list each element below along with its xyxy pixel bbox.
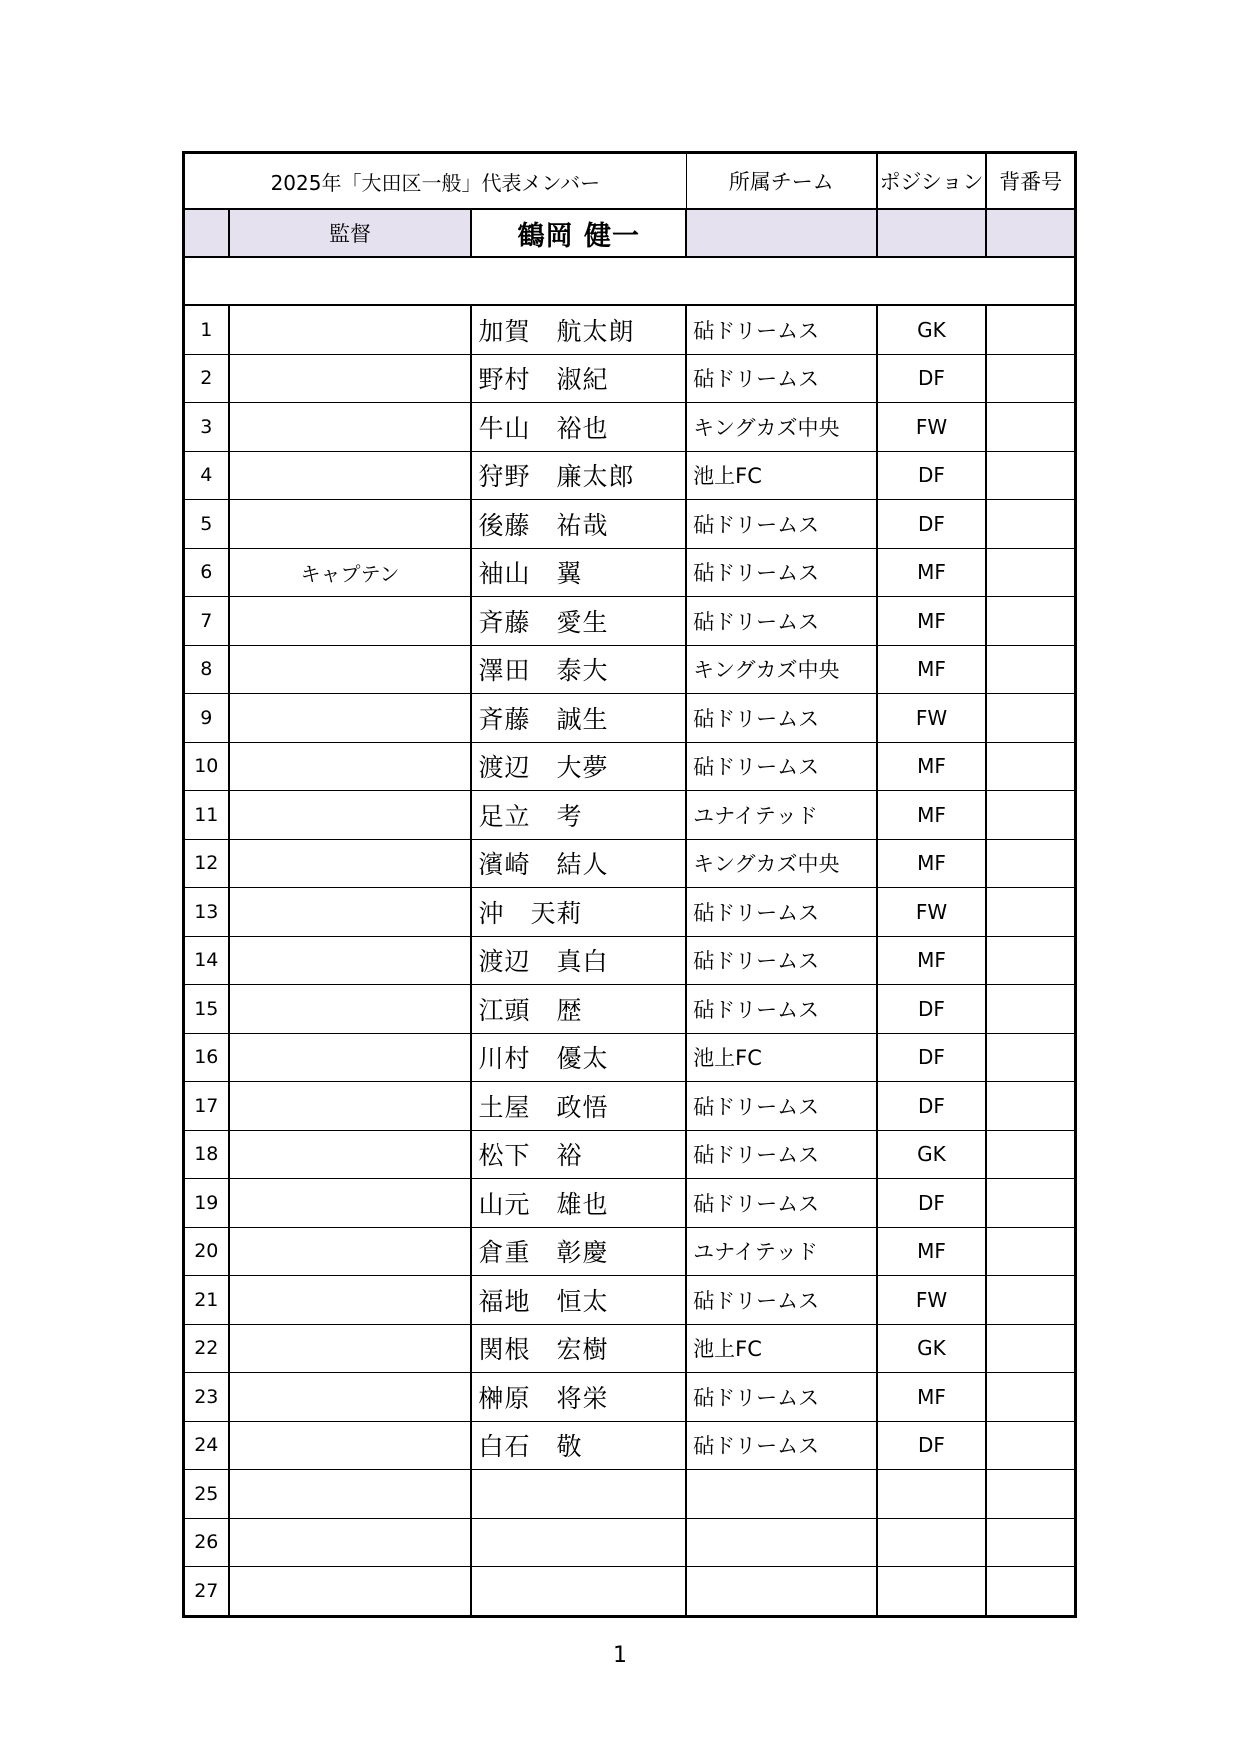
position: MF bbox=[877, 548, 986, 597]
page-number: 1 bbox=[613, 1643, 627, 1668]
coach-label: 監督 bbox=[229, 209, 472, 257]
table-row bbox=[184, 451, 1076, 500]
role-cell bbox=[229, 597, 472, 646]
jersey-number bbox=[986, 1421, 1075, 1470]
jersey-number bbox=[986, 1082, 1075, 1131]
table-row bbox=[184, 888, 1076, 937]
table-row bbox=[184, 1567, 1076, 1617]
jersey-number bbox=[986, 1227, 1075, 1276]
player-name: 関根 宏樹 bbox=[471, 1324, 686, 1373]
player-name: 袖山 翼 bbox=[471, 548, 686, 597]
role-cell bbox=[229, 354, 472, 403]
jersey-number bbox=[986, 985, 1075, 1034]
row-number: 20 bbox=[184, 1227, 229, 1276]
team-name: 砧ドリームス bbox=[686, 1421, 877, 1470]
player-name: 加賀 航太朗 bbox=[471, 305, 686, 354]
position: FW bbox=[877, 694, 986, 743]
coach-jersey-cell bbox=[986, 209, 1075, 257]
player-name bbox=[471, 1567, 686, 1617]
position-column-header: ポジション bbox=[877, 153, 986, 210]
position bbox=[877, 1470, 986, 1519]
role-cell bbox=[229, 403, 472, 452]
table-row bbox=[184, 403, 1076, 452]
team-name: キングカズ中央 bbox=[686, 839, 877, 888]
position: MF bbox=[877, 645, 986, 694]
table-row bbox=[184, 1033, 1076, 1082]
position: DF bbox=[877, 354, 986, 403]
jersey-number bbox=[986, 451, 1075, 500]
position: DF bbox=[877, 1082, 986, 1131]
table-row bbox=[184, 1421, 1076, 1470]
team-name: 池上FC bbox=[686, 1033, 877, 1082]
row-number: 8 bbox=[184, 645, 229, 694]
row-number: 24 bbox=[184, 1421, 229, 1470]
role-cell bbox=[229, 1179, 472, 1228]
table-row bbox=[184, 1130, 1076, 1179]
player-name: 榊原 将栄 bbox=[471, 1373, 686, 1422]
position: DF bbox=[877, 985, 986, 1034]
team-name: ユナイテッド bbox=[686, 1227, 877, 1276]
role-cell bbox=[229, 791, 472, 840]
row-number: 14 bbox=[184, 936, 229, 985]
position: MF bbox=[877, 1373, 986, 1422]
jersey-number bbox=[986, 645, 1075, 694]
table-row bbox=[184, 1324, 1076, 1373]
jersey-column-header: 背番号 bbox=[986, 153, 1075, 210]
position: GK bbox=[877, 305, 986, 354]
team-name: 砧ドリームス bbox=[686, 1373, 877, 1422]
jersey-number bbox=[986, 936, 1075, 985]
row-number: 22 bbox=[184, 1324, 229, 1373]
role-cell bbox=[229, 1470, 472, 1519]
player-name: 福地 恒太 bbox=[471, 1276, 686, 1325]
team-name: ユナイテッド bbox=[686, 791, 877, 840]
table-row bbox=[184, 936, 1076, 985]
position: DF bbox=[877, 500, 986, 549]
table-row bbox=[184, 839, 1076, 888]
player-name: 土屋 政悟 bbox=[471, 1082, 686, 1131]
team-name: 砧ドリームス bbox=[686, 1179, 877, 1228]
table-row bbox=[184, 1518, 1076, 1567]
position: MF bbox=[877, 1227, 986, 1276]
role-cell: キャプテン bbox=[229, 548, 472, 597]
table-row bbox=[184, 645, 1076, 694]
role-cell bbox=[229, 1130, 472, 1179]
coach-team-cell bbox=[686, 209, 877, 257]
table-row bbox=[184, 354, 1076, 403]
player-name: 沖 天莉 bbox=[471, 888, 686, 937]
player-name bbox=[471, 1470, 686, 1519]
roster-table bbox=[182, 151, 1077, 1618]
table-row bbox=[184, 500, 1076, 549]
team-name: 砧ドリームス bbox=[686, 354, 877, 403]
player-name: 濱崎 結人 bbox=[471, 839, 686, 888]
player-name: 澤田 泰大 bbox=[471, 645, 686, 694]
row-number: 19 bbox=[184, 1179, 229, 1228]
player-name: 山元 雄也 bbox=[471, 1179, 686, 1228]
row-number: 18 bbox=[184, 1130, 229, 1179]
role-cell bbox=[229, 888, 472, 937]
header-row bbox=[184, 153, 1076, 210]
jersey-number bbox=[986, 1033, 1075, 1082]
role-cell bbox=[229, 451, 472, 500]
jersey-number bbox=[986, 500, 1075, 549]
team-name: 砧ドリームス bbox=[686, 694, 877, 743]
row-number: 6 bbox=[184, 548, 229, 597]
jersey-number bbox=[986, 742, 1075, 791]
role-cell bbox=[229, 936, 472, 985]
role-cell bbox=[229, 1421, 472, 1470]
position: GK bbox=[877, 1324, 986, 1373]
position: MF bbox=[877, 839, 986, 888]
player-name: 斉藤 愛生 bbox=[471, 597, 686, 646]
position: DF bbox=[877, 1033, 986, 1082]
roster-title: 2025年「大田区一般」代表メンバー bbox=[184, 153, 687, 210]
role-cell bbox=[229, 694, 472, 743]
role-cell bbox=[229, 985, 472, 1034]
jersey-number bbox=[986, 1130, 1075, 1179]
row-number: 13 bbox=[184, 888, 229, 937]
team-name: キングカズ中央 bbox=[686, 645, 877, 694]
team-name: 砧ドリームス bbox=[686, 1082, 877, 1131]
table-row bbox=[184, 548, 1076, 597]
table-row bbox=[184, 1373, 1076, 1422]
role-cell bbox=[229, 1082, 472, 1131]
team-name: 砧ドリームス bbox=[686, 985, 877, 1034]
role-cell bbox=[229, 1567, 472, 1617]
spacer-cell bbox=[184, 257, 1076, 305]
row-number: 12 bbox=[184, 839, 229, 888]
player-name: 斉藤 誠生 bbox=[471, 694, 686, 743]
jersey-number bbox=[986, 888, 1075, 937]
position: DF bbox=[877, 1179, 986, 1228]
position: FW bbox=[877, 888, 986, 937]
team-name: 砧ドリームス bbox=[686, 742, 877, 791]
jersey-number bbox=[986, 597, 1075, 646]
jersey-number bbox=[986, 839, 1075, 888]
row-number: 17 bbox=[184, 1082, 229, 1131]
player-name: 松下 裕 bbox=[471, 1130, 686, 1179]
row-number: 16 bbox=[184, 1033, 229, 1082]
jersey-number bbox=[986, 1373, 1075, 1422]
table-row bbox=[184, 694, 1076, 743]
row-number: 23 bbox=[184, 1373, 229, 1422]
table-row bbox=[184, 305, 1076, 354]
team-column-header: 所属チーム bbox=[686, 153, 877, 210]
jersey-number bbox=[986, 1276, 1075, 1325]
player-name: 川村 優太 bbox=[471, 1033, 686, 1082]
row-number: 27 bbox=[184, 1567, 229, 1617]
position: GK bbox=[877, 1130, 986, 1179]
jersey-number bbox=[986, 1470, 1075, 1519]
player-name: 後藤 祐哉 bbox=[471, 500, 686, 549]
role-cell bbox=[229, 1518, 472, 1567]
position bbox=[877, 1567, 986, 1617]
position: MF bbox=[877, 936, 986, 985]
player-name: 渡辺 真白 bbox=[471, 936, 686, 985]
player-name: 倉重 彰慶 bbox=[471, 1227, 686, 1276]
row-number: 7 bbox=[184, 597, 229, 646]
row-number: 26 bbox=[184, 1518, 229, 1567]
role-cell bbox=[229, 839, 472, 888]
position: MF bbox=[877, 597, 986, 646]
team-name: キングカズ中央 bbox=[686, 403, 877, 452]
team-name: 砧ドリームス bbox=[686, 936, 877, 985]
team-name bbox=[686, 1518, 877, 1567]
row-number: 3 bbox=[184, 403, 229, 452]
row-number: 5 bbox=[184, 500, 229, 549]
coach-row bbox=[184, 209, 1076, 257]
coach-position-cell bbox=[877, 209, 986, 257]
player-name: 足立 考 bbox=[471, 791, 686, 840]
role-cell bbox=[229, 742, 472, 791]
coach-blank-cell bbox=[184, 209, 229, 257]
team-name: 砧ドリームス bbox=[686, 1130, 877, 1179]
player-name: 江頭 歴 bbox=[471, 985, 686, 1034]
jersey-number bbox=[986, 1567, 1075, 1617]
player-name: 白石 敬 bbox=[471, 1421, 686, 1470]
row-number: 15 bbox=[184, 985, 229, 1034]
jersey-number bbox=[986, 548, 1075, 597]
jersey-number bbox=[986, 354, 1075, 403]
row-number: 2 bbox=[184, 354, 229, 403]
team-name: 砧ドリームス bbox=[686, 305, 877, 354]
jersey-number bbox=[986, 1518, 1075, 1567]
role-cell bbox=[229, 1033, 472, 1082]
position: DF bbox=[877, 1421, 986, 1470]
row-number: 21 bbox=[184, 1276, 229, 1325]
table-row bbox=[184, 985, 1076, 1034]
role-cell bbox=[229, 1276, 472, 1325]
jersey-number bbox=[986, 305, 1075, 354]
position: FW bbox=[877, 403, 986, 452]
role-cell bbox=[229, 1227, 472, 1276]
position: MF bbox=[877, 742, 986, 791]
player-name: 渡辺 大夢 bbox=[471, 742, 686, 791]
row-number: 25 bbox=[184, 1470, 229, 1519]
table-row bbox=[184, 1276, 1076, 1325]
role-cell bbox=[229, 305, 472, 354]
table-row bbox=[184, 1082, 1076, 1131]
table-row bbox=[184, 742, 1076, 791]
row-number: 9 bbox=[184, 694, 229, 743]
team-name bbox=[686, 1470, 877, 1519]
row-number: 11 bbox=[184, 791, 229, 840]
position: MF bbox=[877, 791, 986, 840]
jersey-number bbox=[986, 791, 1075, 840]
table-row bbox=[184, 791, 1076, 840]
team-name: 砧ドリームス bbox=[686, 500, 877, 549]
position: DF bbox=[877, 451, 986, 500]
jersey-number bbox=[986, 1324, 1075, 1373]
team-name: 砧ドリームス bbox=[686, 1276, 877, 1325]
player-name: 狩野 廉太郎 bbox=[471, 451, 686, 500]
role-cell bbox=[229, 1373, 472, 1422]
table-row bbox=[184, 597, 1076, 646]
role-cell bbox=[229, 645, 472, 694]
jersey-number bbox=[986, 1179, 1075, 1228]
table-row bbox=[184, 1470, 1076, 1519]
team-name: 砧ドリームス bbox=[686, 548, 877, 597]
table-row bbox=[184, 1227, 1076, 1276]
team-name bbox=[686, 1567, 877, 1617]
role-cell bbox=[229, 500, 472, 549]
team-name: 砧ドリームス bbox=[686, 888, 877, 937]
team-name: 砧ドリームス bbox=[686, 597, 877, 646]
player-name: 牛山 裕也 bbox=[471, 403, 686, 452]
row-number: 10 bbox=[184, 742, 229, 791]
jersey-number bbox=[986, 694, 1075, 743]
position: FW bbox=[877, 1276, 986, 1325]
team-name: 池上FC bbox=[686, 1324, 877, 1373]
player-name: 野村 淑紀 bbox=[471, 354, 686, 403]
spacer-row bbox=[184, 257, 1076, 305]
player-name bbox=[471, 1518, 686, 1567]
player-list bbox=[184, 305, 1076, 1616]
jersey-number bbox=[986, 403, 1075, 452]
coach-name: 鶴岡 健一 bbox=[471, 209, 686, 257]
row-number: 1 bbox=[184, 305, 229, 354]
row-number: 4 bbox=[184, 451, 229, 500]
team-name: 池上FC bbox=[686, 451, 877, 500]
table-row bbox=[184, 1179, 1076, 1228]
position bbox=[877, 1518, 986, 1567]
role-cell bbox=[229, 1324, 472, 1373]
